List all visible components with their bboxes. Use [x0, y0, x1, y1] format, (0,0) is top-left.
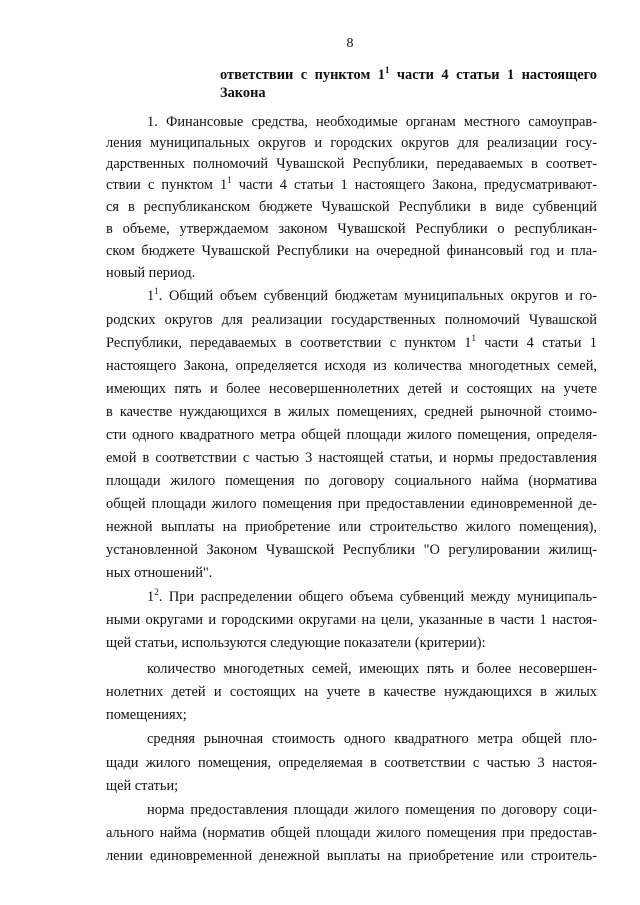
text-line: установленной Законом Чувашской Республики "О регулировании жилищ-	[106, 542, 597, 558]
text-line: нежной выплаты на приобретение или строительство жилого помещения),	[106, 519, 597, 535]
text-line: в качестве нуждающихся в жилых помещениях, средней рыночной стоимо-	[106, 404, 597, 420]
text-line: средняя рыночная стоимость одного квадратного метра общей пло-	[147, 731, 597, 747]
text-line: дарственных полномочий Чувашской Республики, передаваемых в соответ-	[106, 156, 597, 172]
text-line: ными округами и городскими округами на цели, указанные в части 1 настоя-	[106, 612, 597, 628]
text-line: ных отношений".	[106, 565, 213, 581]
text-line: емой в соответствии с частью 3 настоящей статьи, и нормы предоставления	[106, 450, 597, 466]
text-line: Республики, передаваемых в соответствии с пунктом $1^1$ части 4 статьи 1	[106, 333, 598, 351]
text-line: $1^1$. Общий объем субвенций бюджетам муниципальных округов и го-	[147, 286, 597, 304]
text-line: настоящего Закона, определяется исходя из количества многодетных семей,	[106, 358, 597, 374]
text-line: общей площади жилого помещения при предоставлении единовременной де-	[106, 496, 597, 512]
text-line: лении единовременной денежной выплаты на приобретение или строитель-	[106, 848, 597, 864]
heading-line-2: Закона	[220, 85, 266, 101]
text-line: имеющих пять и более несовершеннолетних детей и состоящих на учете	[106, 381, 597, 397]
text-line: родских округов для реализации государственных полномочий Чувашской	[106, 312, 597, 328]
text-line: ском бюджете Чувашской Республики на очередной финансовый год и пла-	[106, 243, 597, 259]
page-number: 8	[346, 36, 354, 51]
text-line: сти одного квадратного метра общей площади жилого помещения, определя-	[106, 427, 597, 443]
text-line: норма предоставления площади жилого помещения по договору соци-	[147, 802, 597, 818]
text-line: ления муниципальных округов и городских округов для реализации госу-	[106, 135, 597, 151]
text-line: количество многодетных семей, имеющих пять и более несовершен-	[147, 661, 597, 677]
text-line: новый период.	[106, 265, 196, 281]
text-line: в объеме, утверждаемом законом Чувашской Республики о республикан-	[106, 221, 597, 237]
text-line: щей статьи;	[106, 778, 179, 794]
text-line: $1^2$. При распределении общего объема субвенций между муниципаль-	[147, 587, 597, 605]
text-line: щей статьи, используются следующие показатели (критерии):	[106, 635, 486, 651]
text-line: нолетних детей и состоящих на учете в качестве нуждающихся в жилых	[106, 684, 597, 700]
heading-line-1: ответствии с пунктом $1^1$ части 4 статьи 1 настоящего	[220, 65, 597, 83]
text-line: площади жилого помещения по договору социального найма (норматива	[106, 473, 597, 489]
text-line: ся в республиканском бюджете Чувашской Республики в виде субвенций	[106, 199, 597, 215]
text-line: 1. Финансовые средства, необходимые органам местного самоуправ-	[147, 114, 597, 130]
text-line: щади жилого помещения, определяемая в соответствии с частью 3 настоя-	[106, 755, 597, 771]
text-line: помещениях;	[106, 707, 187, 723]
text-line: ального найма (норматив общей площади жилого помещения при предостав-	[106, 825, 597, 841]
text-line: ствии с пунктом $1^1$ части 4 статьи 1 настоящего Закона, предусматривают-	[106, 175, 597, 193]
